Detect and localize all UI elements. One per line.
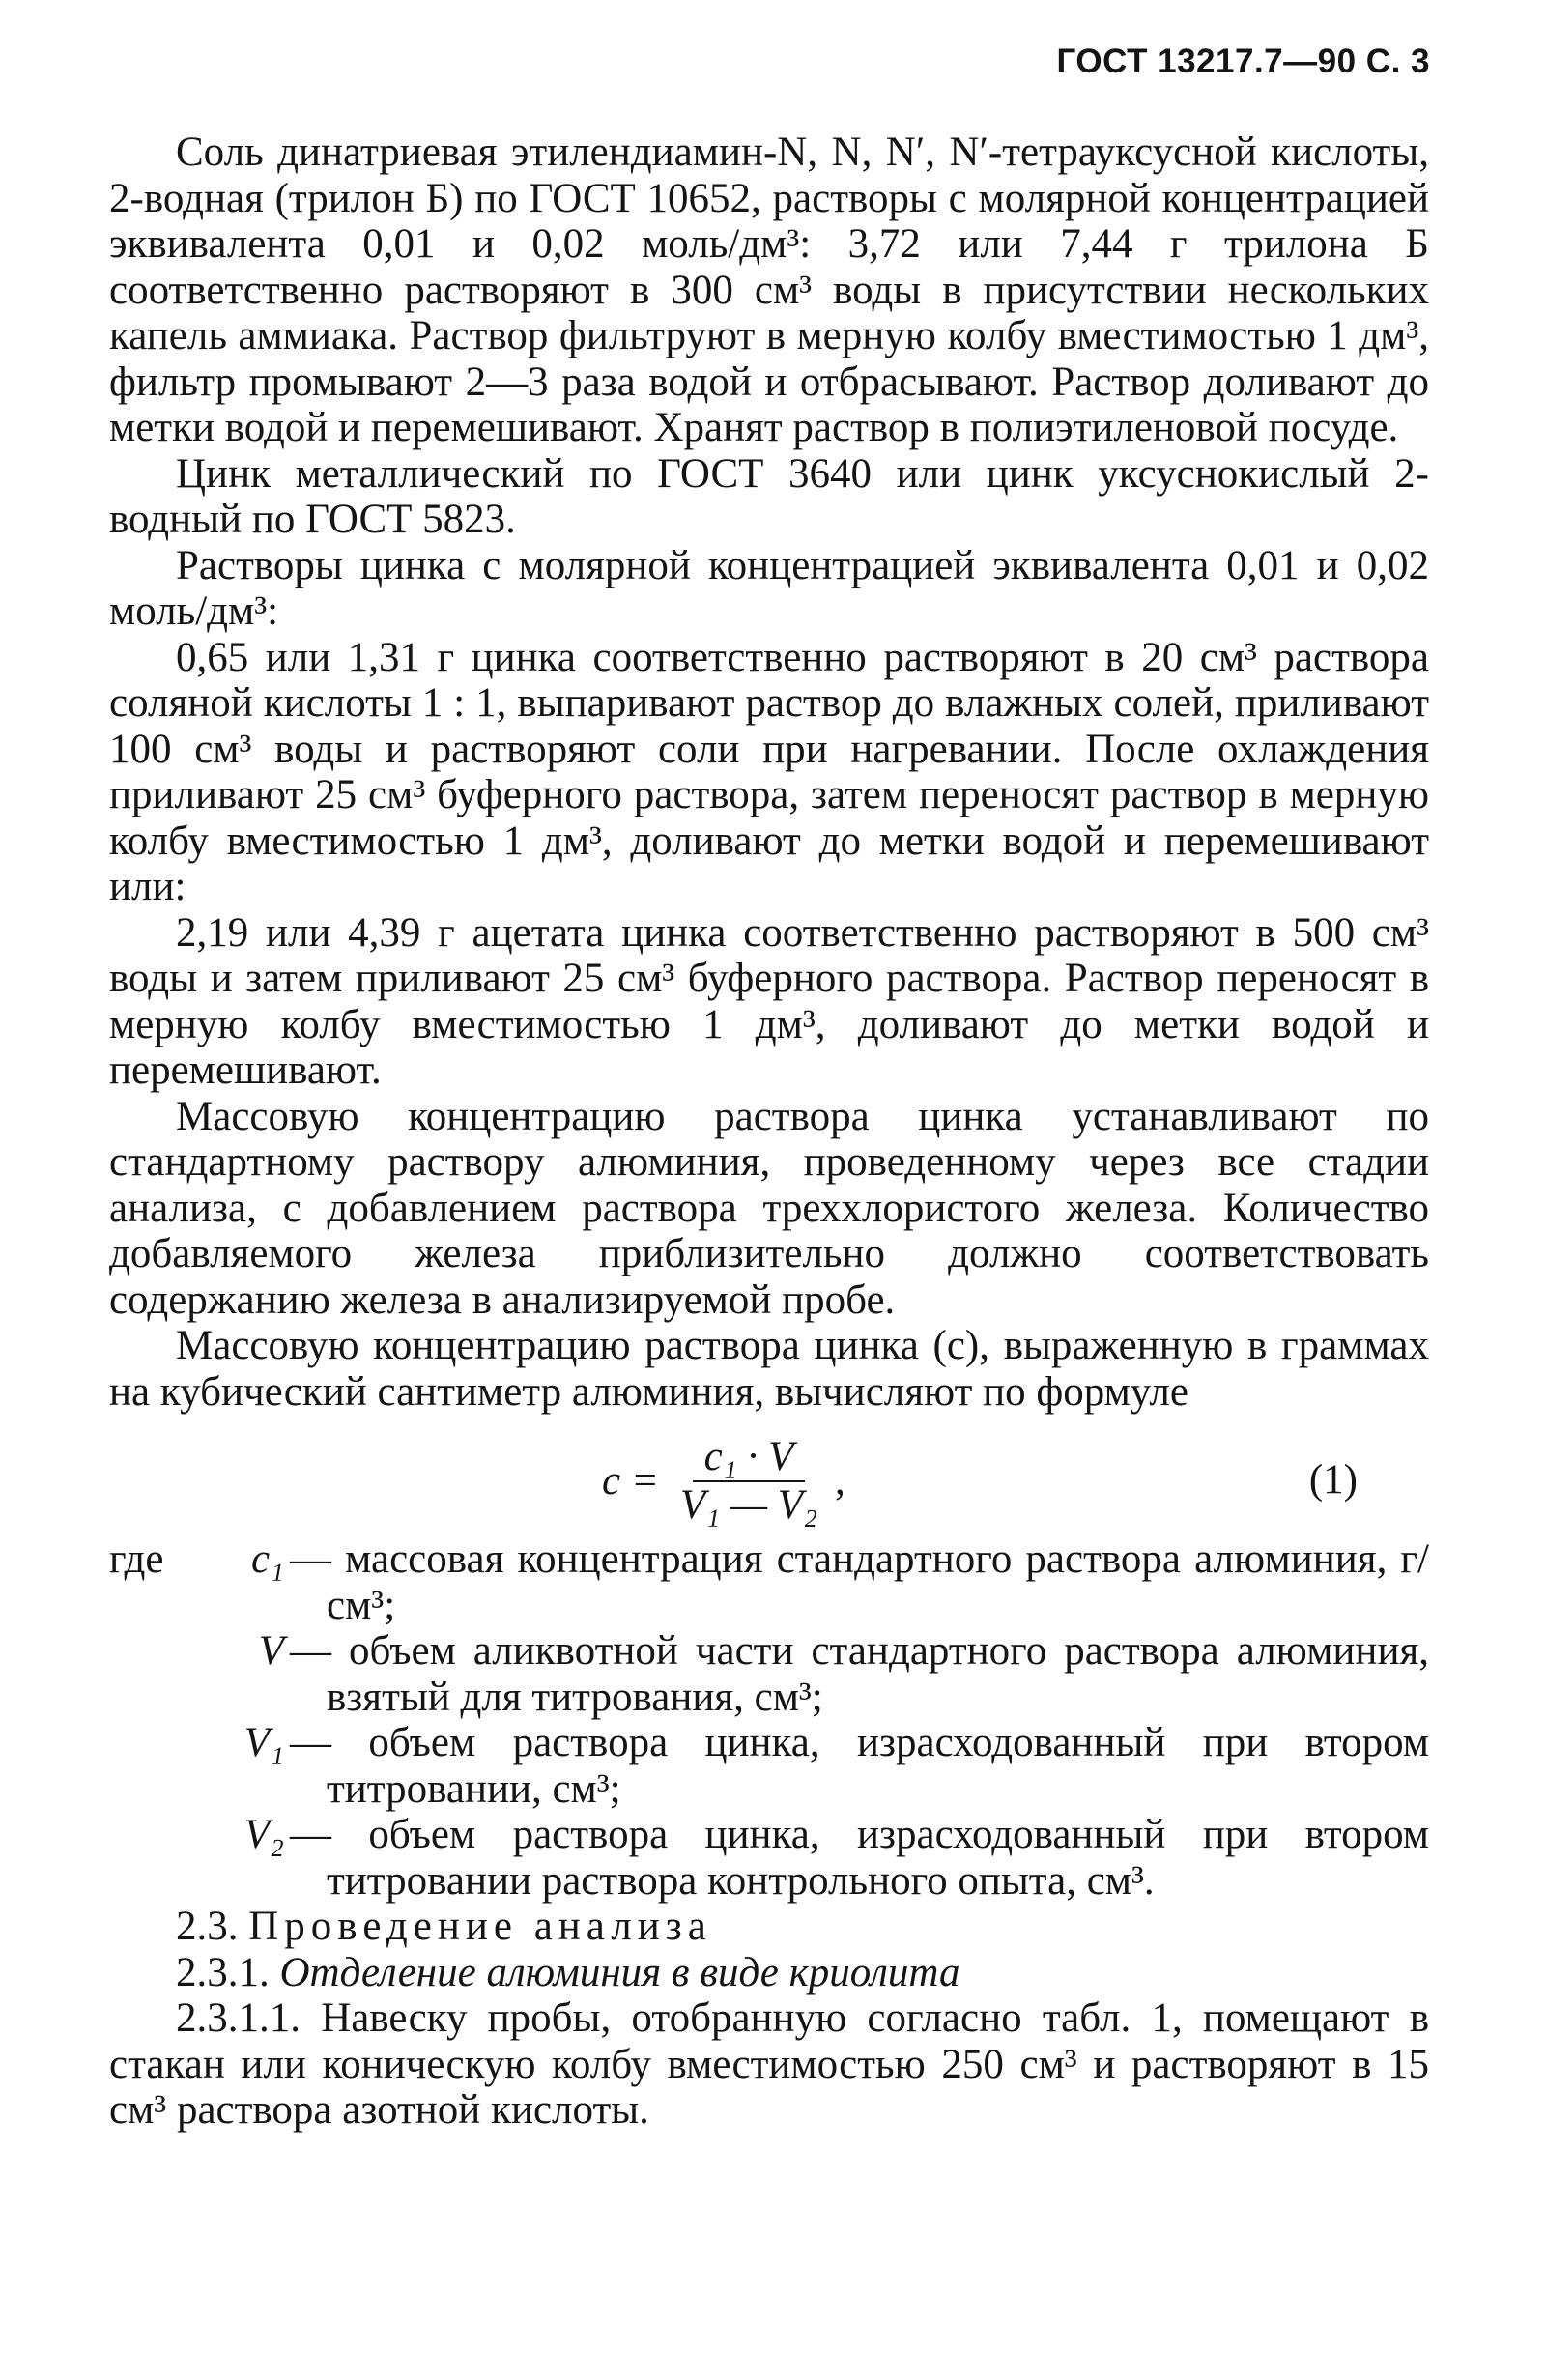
formula-fraction [669, 1436, 829, 1527]
definition-symbol: V₁ [243, 1720, 284, 1765]
subsection-number: 2.3.1. [176, 1949, 270, 1995]
paragraph-trilon: Соль динатриевая этилендиамин-N, N, N′, N′-тетрауксусной кислоты, 2-водная (трилон Б) по ГОСТ 10652, растворы с молярной концентрацией эквивалента 0,01 и 0,02 моль/дм³: 3,72 или 7,44 г трилона Б соответственно растворяют в 300 см³ воды в присутствии нескольких капель аммиака. Раствор фильтруют в мерную колбу вместимостью 1 дм³, фильтр промывают 2—3 раза водой и отбрасывают. Раствор доливают до метки водой и перемешивают. Хранят раствор в полиэтиленовой посуде. [109, 129, 1429, 450]
subsection-title: Отделение алюминия в виде криолита [279, 1949, 960, 1995]
paragraph-sample: 2.3.1.1. Навеску пробы, отобранную согласно табл. 1, помещают в стакан или коническую колбу вместимостью 250 см³ и растворяют в 15 см³ раствора азотной кислоты. [109, 1995, 1429, 2133]
formula-lhs: c = [602, 1458, 659, 1505]
where-word: где [109, 1536, 164, 1582]
section-heading [109, 1904, 1429, 1950]
definition-row [109, 1812, 1429, 1904]
paragraph-zinc-metal: Цинк металлический по ГОСТ 3640 или цинк уксуснокислый 2-водный по ГОСТ 5823. [109, 450, 1429, 542]
formula-numerator: c₁ · V [693, 1436, 806, 1482]
formula-block [109, 1428, 1429, 1536]
formula [602, 1436, 845, 1527]
definition-symbol: c₁ [250, 1536, 284, 1582]
definition-row [109, 1720, 1429, 1812]
formula-denominator: V₁ — V₂ [679, 1482, 818, 1528]
definition-row [109, 1536, 1429, 1628]
definition-text: — объем раствора цинка, израсходованный при втором титровании, см³; [290, 1720, 1429, 1812]
formula-comma: , [835, 1458, 845, 1505]
formula-definitions [109, 1536, 1429, 1904]
definition-text: — массовая концентрация стандартного раствора алюминия, г/см³; [290, 1536, 1429, 1628]
page-header: ГОСТ 13217.7—90 С. 3 [1056, 43, 1430, 80]
definition-text: — объем раствора цинка, израсходованный при втором титровании раствора контрольного опыта, см³. [290, 1812, 1429, 1904]
paragraph-formula-intro: Массовую концентрацию раствора цинка (c), выраженную в граммах на кубический сантиметр алюминия, вычисляют по формуле [109, 1323, 1429, 1415]
definition-text: — объем аликвотной части стандартного раствора алюминия, взятый для титрования, см³; [290, 1628, 1429, 1720]
paragraph-zinc-prep-1: 0,65 или 1,31 г цинка соответственно растворяют в 20 см³ раствора соляной кислоты 1 : 1, выпаривают раствор до влажных солей, приливают 100 см³ воды и растворяют соли при нагревании. После охлаждения приливают 25 см³ буферного раствора, затем переносят раствор в мерную колбу вместимостью 1 дм³, доливают до метки водой и перемешивают или: [109, 634, 1429, 909]
paragraph-zinc-solutions: Растворы цинка с молярной концентрацией эквивалента 0,01 и 0,02 моль/дм³: [109, 542, 1429, 634]
subsection-heading [109, 1950, 1429, 1996]
section-number: 2.3. [176, 1904, 239, 1949]
definition-row [109, 1628, 1429, 1720]
definition-symbol: V₂ [243, 1812, 284, 1857]
formula-number: (1) [1308, 1457, 1358, 1503]
paragraph-zinc-prep-2: 2,19 или 4,39 г ацетата цинка соответственно растворяют в 500 см³ воды и затем приливают 25 см³ буферного раствора. Раствор переносят в мерную колбу вместимостью 1 дм³, доливают до метки водой и перемешивают. [109, 909, 1429, 1093]
definition-symbol: V [258, 1628, 284, 1674]
page-content [109, 129, 1429, 2134]
paragraph-mass-concentration: Массовую концентрацию раствора цинка устанавливают по стандартному раствору алюминия, проведенному через все стадии анализа, с добавлением раствора треххлористого железа. Количество добавляемого железа приблизительно должно соответствовать содержанию железа в анализируемой пробе. [109, 1093, 1429, 1323]
section-title: Проведение анализа [248, 1904, 712, 1949]
